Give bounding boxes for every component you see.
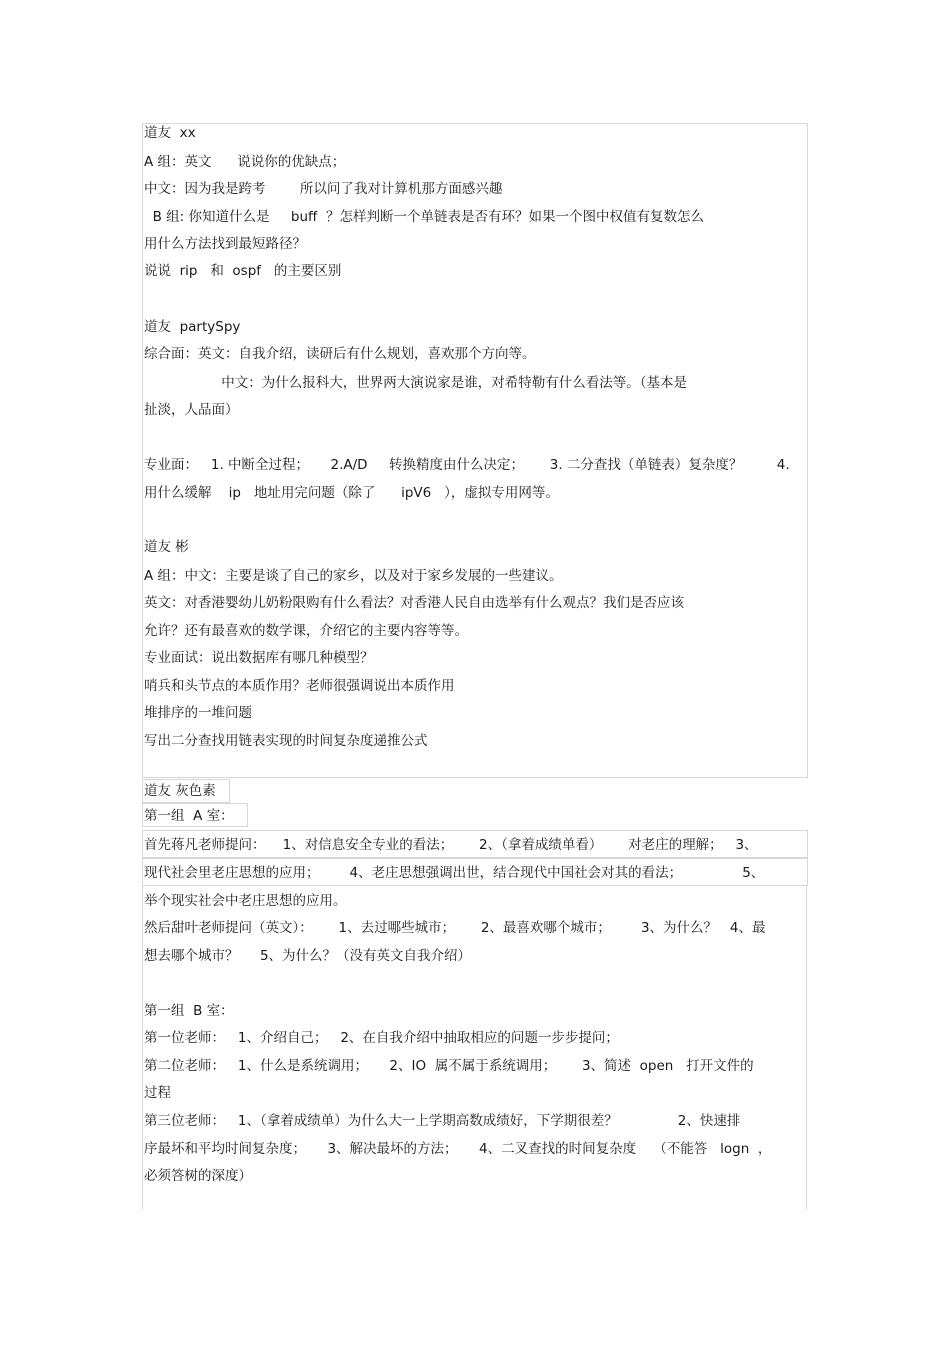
s4-line-13: 序最坏和平均时间复杂度； 3、解决最坏的方法； 4、二叉查找的时间复杂度 （不能答 logn ， — [144, 1141, 772, 1157]
s3-line-6: 哨兵和头节点的本质作用？老师很强调说出本质作用 — [144, 678, 455, 694]
s2-line-5: 专业面： 1. 中断全过程； 2.A/D 转换精度由什么决定； 3. 二分查找（单链表）复杂度？ 4. — [144, 457, 790, 473]
s4-line-6: 然后甜叶老师提问（英文）： 1、去过哪些城市； 2、最喜欢哪个城市； 3、为什么？ 4、最 — [144, 920, 766, 936]
s3-line-1: 道友 彬 — [144, 539, 189, 555]
s3-line-2: A 组：中文：主要是谈了自己的家乡，以及对于家乡发展的一些建议。 — [144, 568, 563, 584]
s3-line-5: 专业面试：说出数据库有哪几种模型？ — [144, 650, 374, 666]
s1-line-3: 中文：因为我是跨考 所以问了我对计算机那方面感兴趣 — [144, 181, 503, 197]
s3-line-8: 写出二分查找用链表实现的时间复杂度递推公式 — [144, 733, 428, 749]
s4-line-11: 过程 — [144, 1085, 171, 1101]
s2-line-1: 道友 partySpy — [144, 319, 241, 335]
frame-left-edge — [142, 886, 143, 1210]
s1-line-1: 道友 xx — [144, 125, 196, 141]
s4-line-7: 想去哪个城市？ 5、为什么？（没有英文自我介绍） — [144, 948, 472, 964]
s1-line-4: B 组: 你知道什么是 buff ？怎样判断一个单链表是否有环？如果一个图中权值有复数怎么 — [144, 209, 704, 225]
s3-line-7: 堆排序的一堆问题 — [144, 705, 252, 721]
s4-line-8: 第一组 B 室： — [144, 1003, 234, 1019]
s2-line-3: 中文：为什么报科大，世界两大演说家是谁，对希特勒有什么看法等。（基本是 — [144, 375, 687, 391]
s4-line-9: 第一位老师： 1、介绍自己； 2、在自我介绍中抽取相应的问题一步步提问； — [144, 1030, 619, 1046]
s1-line-6: 说说 rip 和 ospf 的主要区别 — [144, 263, 342, 279]
s1-line-2: A 组：英文 说说你的优缺点； — [144, 154, 346, 170]
s3-line-3: 英文：对香港婴幼儿奶粉限购有什么看法？对香港人民自由选举有什么观点？我们是否应该 — [144, 595, 684, 611]
s2-line-2: 综合面：英文：自我介绍，读研后有什么规划，喜欢那个方向等。 — [144, 346, 536, 362]
s4-line-3: 首先蒋凡老师提问： 1、对信息安全专业的看法； 2、（拿着成绩单看） 对老庄的理解； 3、 — [144, 837, 758, 853]
s4-line-2: 第一组 A 室： — [144, 808, 234, 824]
s2-line-4: 扯淡，人品面） — [144, 402, 239, 418]
s4-line-10: 第二位老师： 1、什么是系统调用； 2、IO 属不属于系统调用； 3、简述 open 打开文件的 — [144, 1058, 754, 1074]
s4-line-4: 现代社会里老庄思想的应用； 4、老庄思想强调出世，结合现代中国社会对其的看法； 5、 — [144, 865, 765, 881]
s2-line-6: 用什么缓解 ip 地址用完问题（除了 ipV6 ），虚拟专用网等。 — [144, 485, 559, 501]
s4-line-12: 第三位老师： 1、（拿着成绩单）为什么大一上学期高数成绩好，下学期很差？ 2、快速排 — [144, 1113, 741, 1129]
s1-line-5: 用什么方法找到最短路径？ — [144, 236, 306, 252]
s4-line-5: 举个现实社会中老庄思想的应用。 — [144, 893, 347, 909]
frame-right-edge — [806, 886, 807, 1210]
s4-line-14: 必须答树的深度） — [144, 1168, 252, 1184]
s3-line-4: 允许？还有最喜欢的数学课，介绍它的主要内容等等。 — [144, 623, 468, 639]
s4-line-1: 道友 灰色素 — [144, 783, 216, 799]
